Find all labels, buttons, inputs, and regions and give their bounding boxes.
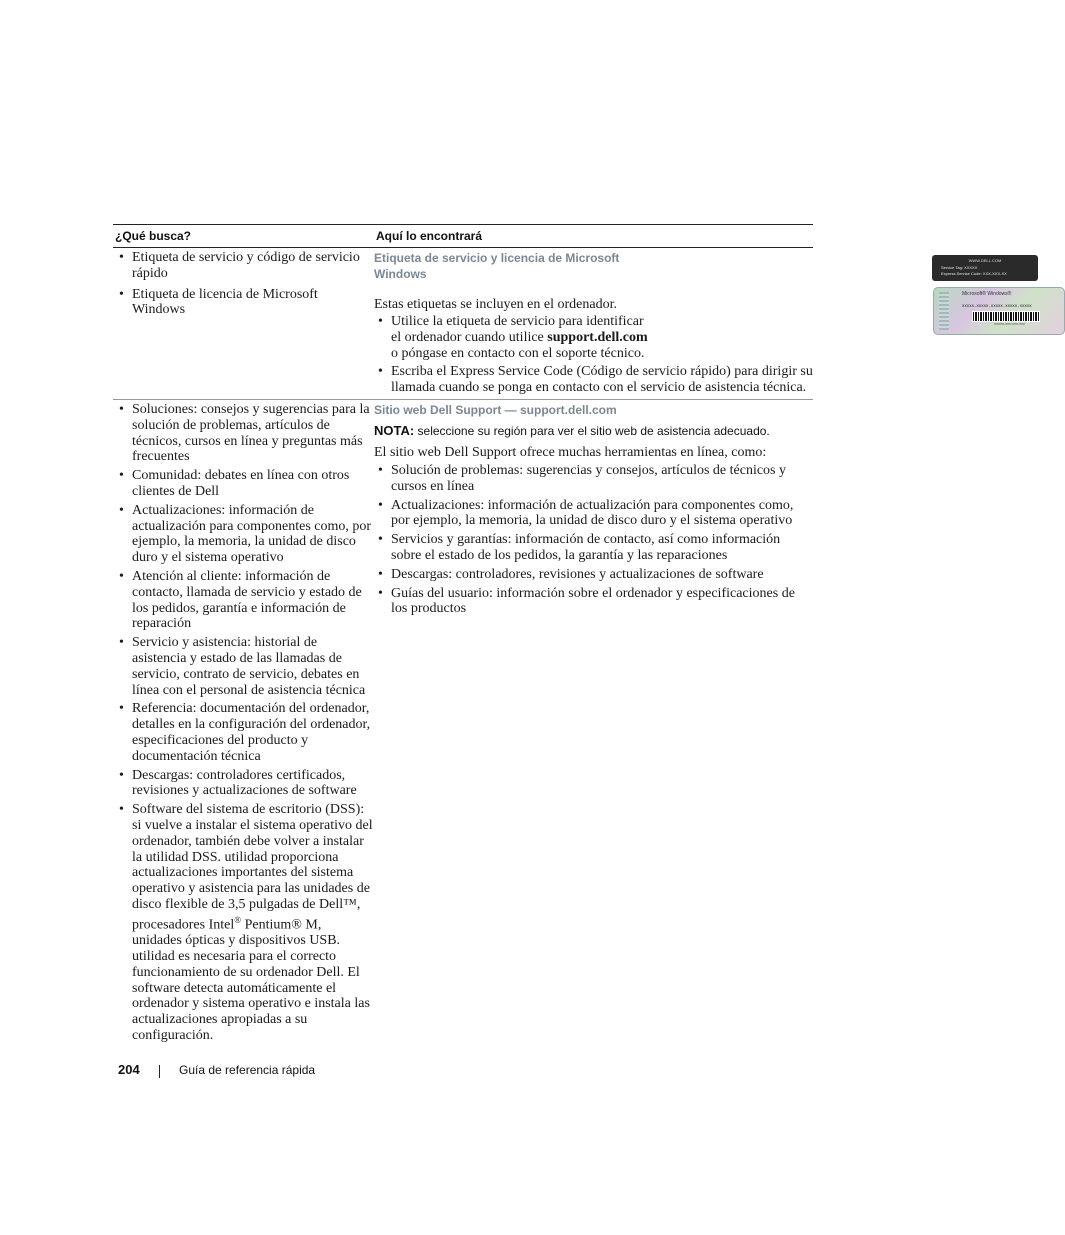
list-item: • Etiqueta de licencia de Microsoft Windows (115, 287, 374, 319)
list-item: • Servicios y garantías: información de contacto, así como información sobre el estado de los pedidos, la garantía y las reparaciones (374, 532, 813, 564)
row1-left (113, 248, 374, 399)
list-item: • Atención al cliente: información de contacto, llamada de servicio y estado de los pedidos, garantía e información de reparación (115, 569, 374, 632)
list-item: • Guías del usuario: información sobre el ordenador y especificaciones de los productos (374, 586, 813, 618)
list-item: • Soluciones: consejos y sugerencias para la solución de problemas, artículos de técnicos, cursos en línea y preguntas más frecuentes (115, 402, 374, 465)
list-item: • Descargas: controladores certificados, revisiones y actualizaciones de software (115, 768, 374, 800)
hologram-strip (939, 292, 949, 330)
table-row (113, 400, 813, 1047)
support-link-text: support.dell.com (547, 329, 648, 345)
section-title: Etiqueta de servicio y licencia de Microsoft Windows (374, 251, 620, 281)
service-tag-label-image: WWW.DELL.COM Service Tag: XXXXX Express Service Code: XXX-XXX-XX (932, 255, 1038, 281)
list-item: • Etiqueta de servicio y código de servicio rápido (115, 250, 374, 282)
note-label: NOTA: (374, 423, 415, 438)
list-item: • Actualizaciones: información de actualización para componentes como, por ejemplo, la memoria, la unidad de disco duro y el sistema operativo (374, 498, 813, 530)
row2-right (374, 400, 813, 1047)
page-number: 204 (118, 1062, 140, 1077)
row2-left (113, 400, 374, 1047)
note: NOTA: seleccione su región para ver el sitio web de asistencia adecuado. (374, 423, 770, 438)
paragraph: Estas etiquetas se incluyen en el ordenador. (374, 297, 617, 312)
list-item: • Servicio y asistencia: historial de asistencia y estado de las llamadas de servicio, contrato de servicio, debates en línea con el personal de asistencia técnica (115, 635, 374, 698)
list-item: • Descargas: controladores, revisiones y actualizaciones de software (374, 567, 813, 583)
header-col-what: ¿Qué busca? (115, 229, 192, 243)
barcode-icon (972, 311, 1040, 322)
list-item: • Software del sistema de escritorio (DSS): si vuelve a instalar el sistema operativo del ordenador, también debe volver a instalar la utilidad DSS. utilidad proporciona actualizaciones importantes del sistema operativo y asistencia para las unidades de disco flexible de 3,5 pulgadas de Dell™, procesadores Intel® Pentium® M, unidades ópticas y dispositivos USB. utilidad es necesaria para el correcto funcionamiento de su ordenador Dell. El software detecta automáticamente el ordenador y sistema operativo e instala las actualizaciones apropiadas a su configuración. (115, 802, 374, 1044)
row1-right (374, 248, 1032, 399)
list-item: • Escriba el Express Service Code (Código de servicio rápido) para dirigir su llamada cuando se ponga en contacto con el servicio de asistencia técnica. (374, 364, 813, 396)
list-item: • Referencia: documentación del ordenador, detalles en la configuración del ordenador, especificaciones del producto y documentación técnica (115, 701, 374, 764)
list-item: • Actualizaciones: información de actualización para componentes como, por ejemplo, la memoria, la unidad de disco duro y el sistema operativo (115, 503, 374, 566)
list-item: • Utilice la etiqueta de servicio para identificar el ordenador cuando utilice support.dell.com o póngase en contacto con el soporte técnico. (374, 314, 653, 361)
list-item: • Solución de problemas: sugerencias y consejos, artículos de técnicos y cursos en línea (374, 463, 813, 495)
header-col-where: Aquí lo encontrará (376, 229, 483, 243)
table-header (113, 225, 813, 248)
table-row (113, 248, 1032, 400)
paragraph: El sitio web Dell Support ofrece muchas herramientas en línea, como: (374, 445, 767, 460)
list-item: • Comunidad: debates en línea con otros clientes de Dell (115, 468, 374, 500)
footer-divider (159, 1065, 160, 1078)
reference-table (113, 224, 1032, 1047)
section-title: Sitio web Dell Support — support.dell.com (374, 403, 617, 417)
footer-title: Guía de referencia rápida (179, 1063, 316, 1077)
windows-license-label-image: Microsoft® Windows® XXXXX-XXXXX-XXXXX-XXXXX-XXXXX XXXXX-XXX-XXX-XXX (933, 287, 1065, 335)
